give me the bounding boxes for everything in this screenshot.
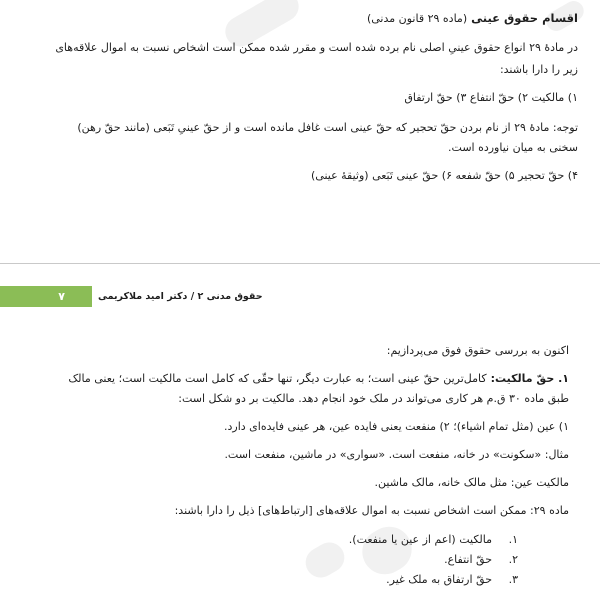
article-29-line: ماده ۲۹: ممکن است اشخاص نسبت به اموال علاقه‌های [ارتباط‌های] ذیل را دارا باشند: — [174, 504, 569, 517]
heading-subtitle: (ماده ۲۹ قانون مدنی) — [366, 12, 468, 25]
list-item — [349, 530, 518, 550]
lead-sentence: اکنون به بررسی حقوق فوق می‌پردازیم: — [386, 344, 569, 357]
main-rights-list: ۱) مالکیت ۲) حقّ انتفاع ۳) حقّ ارتفاق — [404, 91, 578, 104]
heading-title: اقسام حقوق عینی — [471, 11, 578, 25]
list-item-number: ۲. — [508, 553, 518, 566]
other-rights-list: ۴) حقّ تحجیر ۵) حقّ شفعه ۶) حقّ عینی تَبَعی (وثیقۀ عینی) — [310, 169, 578, 182]
list-item-text: حقّ انتفاع. — [444, 553, 492, 566]
running-header-title: حقوق مدنی ۲ / دکتر امید ملاکریمی — [98, 291, 263, 302]
page-number: ۷ — [58, 290, 65, 303]
page-number-tab — [0, 286, 92, 307]
list-item-text: مالکیت (اعم از عین یا منفعت). — [348, 533, 492, 546]
ownership-line-1 — [12, 369, 569, 389]
section-heading — [12, 8, 578, 28]
list-item — [444, 550, 518, 570]
note-line-1: توجه: مادۀ ۲۹ از نام بردن حقّ تحجیر که حقّ عینی است غافل مانده است و از حقّ عینیِ تَبَعی (مانند حقّ رهن) — [77, 121, 578, 134]
list-item-text: حقّ ارتفاق به ملک غیر. — [386, 573, 492, 586]
ownership-line-2: طبق ماده ۳۰ ق.م هر کاری می‌تواند در ملک خود انجام دهد. مالکیت بر دو شکل است: — [178, 392, 569, 405]
ownership-of-object: مالکیت عین: مثل مالک خانه، مالک ماشین. — [374, 476, 569, 489]
example-line: مثال: «سکونت» در خانه، منفعت است. «سواری» در ماشین، منفعت است. — [224, 448, 569, 461]
intro-line-1: در مادۀ ۲۹ انواع حقوق عینیِ اصلی نام برده شده است و مقرر شده ممکن است اشخاص نسبت به اموال علاقه‌های — [55, 41, 578, 54]
list-item — [386, 570, 518, 590]
ownership-text: کامل‌ترین حقّ عینی است؛ به عبارت دیگر، تنها حقّی که کامل است مالکیت است؛ یعنی مالک — [68, 372, 487, 385]
list-item-number: ۱. — [508, 533, 518, 546]
ownership-label: ۱. حقّ مالکیت: — [490, 372, 569, 385]
note-line-2: سخنی به میان نیاورده است. — [448, 141, 578, 154]
ownership-forms: ۱) عین (مثل تمام اشیاء)؛ ۲) منفعت یعنی فایده عین، هر عینی فایده‌ای دارد. — [224, 420, 569, 433]
page-break-divider — [0, 263, 600, 264]
watermark — [300, 537, 350, 583]
list-item-number: ۳. — [508, 573, 518, 586]
intro-line-2: زیر را دارا باشند: — [499, 63, 578, 76]
